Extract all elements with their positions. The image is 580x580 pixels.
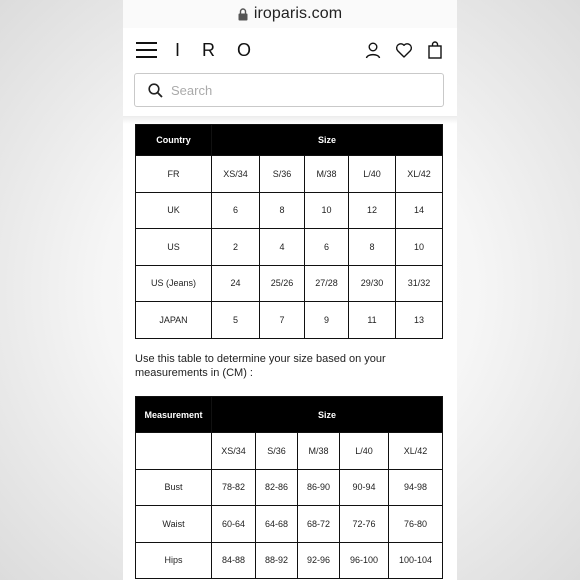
table-cell: 11 <box>349 302 396 339</box>
table-cell: M/38 <box>305 156 349 193</box>
brand-logo[interactable]: IRO <box>175 40 274 60</box>
table-cell: 8 <box>260 192 305 229</box>
browser-url-bar[interactable] <box>123 0 457 28</box>
table-row <box>136 229 443 266</box>
size-label: XS/34 <box>212 433 256 470</box>
table-cell: S/36 <box>260 156 305 193</box>
header-divider <box>123 116 457 124</box>
table-cell: 7 <box>260 302 305 339</box>
table-cell: 10 <box>305 192 349 229</box>
table-cell: 86-90 <box>298 469 340 506</box>
table-cell: 25/26 <box>260 265 305 302</box>
measurement-size-table <box>135 396 443 579</box>
table-cell: 6 <box>305 229 349 266</box>
table-cell: 84-88 <box>212 542 256 579</box>
table-cell: 96-100 <box>340 542 389 579</box>
row-label: Hips <box>136 542 212 579</box>
table-cell: 8 <box>349 229 396 266</box>
row-label: US <box>136 229 212 266</box>
url-text: iroparis.com <box>253 5 343 22</box>
table-cell: 68-72 <box>298 506 340 543</box>
table-cell: 100-104 <box>389 542 443 579</box>
table-cell: 72-76 <box>340 506 389 543</box>
country-column-header: Country <box>136 125 212 156</box>
row-label: FR <box>136 156 212 193</box>
table-header-row <box>136 397 443 433</box>
size-label: M/38 <box>298 433 340 470</box>
row-label: Waist <box>136 506 212 543</box>
row-label: Bust <box>136 469 212 506</box>
size-label: S/36 <box>256 433 298 470</box>
table-cell: L/40 <box>349 156 396 193</box>
table-row <box>136 302 443 339</box>
size-column-header: Size <box>212 397 443 433</box>
measurement-column-header: Measurement <box>136 397 212 433</box>
size-label: L/40 <box>340 433 389 470</box>
table-cell: 60-64 <box>212 506 256 543</box>
lock-icon <box>238 8 248 21</box>
size-label: XL/42 <box>389 433 443 470</box>
empty-cell <box>136 433 212 470</box>
table-cell: 13 <box>396 302 443 339</box>
table-row <box>136 192 443 229</box>
table-cell: 82-86 <box>256 469 298 506</box>
table-row <box>136 265 443 302</box>
table-cell: 2 <box>212 229 260 266</box>
table-cell: 76-80 <box>389 506 443 543</box>
shopping-bag-icon[interactable] <box>426 41 444 59</box>
phone-screen <box>123 0 457 580</box>
table-cell: 14 <box>396 192 443 229</box>
row-label: US (Jeans) <box>136 265 212 302</box>
search-box[interactable] <box>134 73 444 107</box>
table-cell: 29/30 <box>349 265 396 302</box>
table-cell: 92-96 <box>298 542 340 579</box>
table-cell: 12 <box>349 192 396 229</box>
table-cell: 90-94 <box>340 469 389 506</box>
site-header <box>123 28 457 72</box>
table-row <box>136 506 443 543</box>
search-icon <box>148 83 163 98</box>
table-cell: 31/32 <box>396 265 443 302</box>
table-cell: 88-92 <box>256 542 298 579</box>
table-cell: 5 <box>212 302 260 339</box>
table-cell: 27/28 <box>305 265 349 302</box>
table-header-row <box>136 125 443 156</box>
row-label: JAPAN <box>136 302 212 339</box>
search-input[interactable] <box>171 83 411 98</box>
table-cell: 6 <box>212 192 260 229</box>
country-size-table <box>135 124 443 339</box>
table-cell: XS/34 <box>212 156 260 193</box>
wishlist-heart-icon[interactable] <box>395 41 413 59</box>
table-cell: 64-68 <box>256 506 298 543</box>
row-label: UK <box>136 192 212 229</box>
table-cell: 9 <box>305 302 349 339</box>
table-row <box>136 542 443 579</box>
size-column-header: Size <box>212 125 443 156</box>
size-labels-row <box>136 433 443 470</box>
account-icon[interactable] <box>364 41 382 59</box>
table-cell: 10 <box>396 229 443 266</box>
table-row <box>136 156 443 193</box>
hamburger-menu-icon[interactable] <box>136 42 157 59</box>
table-cell: 24 <box>212 265 260 302</box>
table-cell: 94-98 <box>389 469 443 506</box>
table-cell: 4 <box>260 229 305 266</box>
measurement-instructions: Use this table to determine your size based on your measurements in (CM) : <box>135 353 386 379</box>
table-cell: 78-82 <box>212 469 256 506</box>
table-cell: XL/42 <box>396 156 443 193</box>
table-row <box>136 469 443 506</box>
